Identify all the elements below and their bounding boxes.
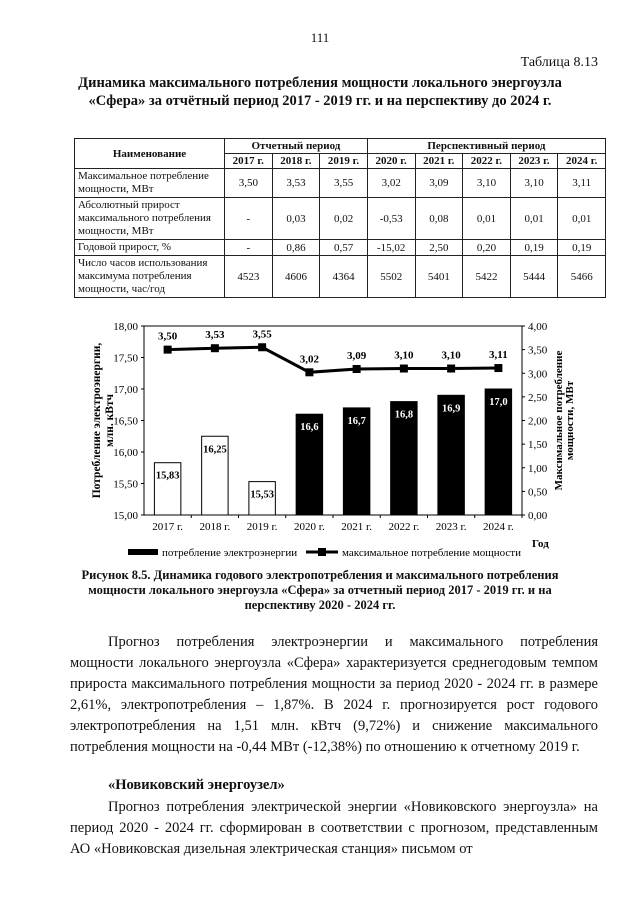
bar-value-label: 15,83 [155, 470, 180, 482]
legend-bar-swatch [128, 549, 158, 555]
left-tick-label: 16,00 [113, 447, 138, 459]
page-number: 111 [310, 30, 330, 45]
year-header: 2017 г. [225, 154, 273, 169]
x-tick-label: 2020 г. [293, 521, 325, 533]
table-cell: -0,53 [367, 198, 415, 240]
power-point [211, 344, 219, 352]
bar-value-label: 15,53 [250, 489, 274, 501]
x-axis-title: Год [532, 538, 549, 550]
left-tick-label: 15,50 [113, 478, 138, 491]
right-tick-label: 0,00 [528, 510, 548, 522]
right-tick-label: 1,00 [528, 462, 548, 475]
table-cell: 5502 [367, 256, 415, 298]
table-cell: 0,08 [415, 198, 463, 240]
table-title: Динамика максимального потребления мощности локального энергоузла «Сфера» за отчётный период 2017 - 2019 гг. и на перспективу до 2024 г. [78, 75, 562, 109]
x-tick-label: 2024 г. [482, 521, 514, 533]
row-name: Максимальное потребление мощности, МВт [75, 169, 225, 198]
left-tick-label: 17,00 [113, 384, 138, 396]
power-point [258, 343, 266, 351]
bar-value-label: 16,25 [203, 444, 227, 456]
table-cell: -15,02 [367, 240, 415, 256]
table-cell: 3,09 [415, 169, 463, 198]
power-point [400, 365, 408, 373]
table-cell: 3,50 [225, 169, 273, 198]
table-cell: 5401 [415, 256, 463, 298]
bar-value-label: 16,7 [347, 415, 366, 427]
consumption-chart [76, 312, 576, 566]
power-point [305, 368, 313, 376]
power-point [447, 365, 455, 373]
table-cell: - [225, 198, 273, 240]
table-cell: - [225, 240, 273, 256]
table-cell: 5466 [558, 256, 606, 298]
right-tick-label: 2,50 [528, 391, 548, 404]
year-header: 2023 г. [510, 154, 558, 169]
table-cell: 0,19 [510, 240, 558, 256]
power-value-label: 3,10 [441, 349, 461, 362]
right-tick-label: 3,00 [528, 368, 548, 381]
bar-value-label: 16,6 [300, 422, 319, 434]
power-value-label: 3,53 [205, 329, 225, 342]
right-axis-title-line2: мощности, МВт [564, 380, 576, 461]
legend-line-marker [318, 548, 326, 556]
name-header: Наименование [75, 139, 225, 169]
year-header: 2024 г. [558, 154, 606, 169]
table-label: Таблица 8.13 [520, 55, 598, 70]
table-cell: 0,19 [558, 240, 606, 256]
table-cell: 0,20 [463, 240, 511, 256]
right-tick-label: 4,00 [528, 321, 548, 333]
table-cell: 5444 [510, 256, 558, 298]
power-value-label: 3,10 [394, 349, 414, 362]
year-header: 2022 г. [463, 154, 511, 169]
paragraph: Прогноз потребления электроэнергии и максимального потребления мощности локального энергоузла «Сфера» характеризуется среднегодовым темпом прироста максимального потребления мощности за период 2020 - 2024 гг. в размере 2,61%, электропотребления – 1,87%. В 2024 г. прогнозируется рост годового электропотребления на 1,51 млн. кВтч (9,72%) и снижение максимального потребления мощности на -0,44 МВт (-12,38%) по отношению к отчетному 2019 г. [70, 634, 598, 755]
year-header: 2018 г. [272, 154, 320, 169]
table-cell: 0,01 [558, 198, 606, 240]
row-name: Годовой прирост, % [75, 240, 225, 256]
power-value-label: 3,09 [347, 349, 367, 362]
x-tick-label: 2019 г. [246, 521, 278, 533]
left-tick-label: 17,50 [113, 352, 138, 365]
bar-value-label: 16,9 [441, 403, 461, 415]
right-tick-label: 2,00 [528, 415, 548, 428]
x-tick-label: 2018 г. [199, 521, 231, 533]
table-row [75, 240, 606, 256]
left-tick-label: 16,50 [113, 415, 138, 428]
table-cell: 4606 [272, 256, 320, 298]
paragraph: Прогноз потребления электрической энергии «Новиковского энергоузла» на период 2020 - 2024 гг. сформирован в соответствии с прогнозом, представленным АО «Новиковская дизельная электрическая станция» письмом от [70, 799, 598, 857]
plot-frame [144, 326, 522, 515]
row-name: Число часов использования максимума потребления мощности, час/год [75, 256, 225, 298]
table-cell: 5422 [463, 256, 511, 298]
left-tick-label: 18,00 [113, 321, 138, 333]
table-row [75, 169, 606, 198]
table-cell: 0,57 [320, 240, 368, 256]
power-value-label: 3,11 [489, 349, 508, 362]
data-table [74, 138, 606, 298]
power-point [494, 364, 502, 372]
section-subheading: «Новиковский энергоузел» [108, 777, 285, 793]
x-tick-label: 2022 г. [388, 521, 420, 533]
power-point [164, 346, 172, 354]
table-cell: 3,53 [272, 169, 320, 198]
table-cell: 3,11 [558, 169, 606, 198]
table-row [75, 198, 606, 240]
table-cell: 2,50 [415, 240, 463, 256]
group-header-forecast: Перспективный период [367, 139, 605, 154]
x-tick-label: 2021 г. [341, 521, 373, 533]
group-header-reported: Отчетный период [225, 139, 368, 154]
table-cell: 4523 [225, 256, 273, 298]
year-header: 2019 г. [320, 154, 368, 169]
power-value-label: 3,02 [299, 353, 319, 366]
year-header: 2020 г. [367, 154, 415, 169]
table-row [75, 256, 606, 298]
power-point [353, 365, 361, 373]
table-cell: 3,55 [320, 169, 368, 198]
power-value-label: 3,50 [158, 330, 178, 343]
right-tick-label: 0,50 [528, 486, 548, 499]
table-cell: 0,86 [272, 240, 320, 256]
x-tick-label: 2023 г. [435, 521, 467, 533]
left-axis-title-line2: млн. кВтч [104, 393, 116, 448]
year-header: 2021 г. [415, 154, 463, 169]
table-cell: 0,01 [463, 198, 511, 240]
table-cell: 3,10 [463, 169, 511, 198]
bar-value-label: 16,8 [394, 409, 414, 421]
table-cell: 3,10 [510, 169, 558, 198]
figure-caption: Рисунок 8.5. Динамика годового электропотребления и максимального потребления мощности локального энергоузла «Сфера» за отчетный период 2017 - 2019 гг. и на перспективу 2020 - 2024 гг. [81, 568, 559, 612]
bar-value-label: 17,0 [489, 397, 508, 408]
right-tick-label: 3,50 [528, 344, 548, 357]
table-cell: 0,03 [272, 198, 320, 240]
table-header-row [75, 139, 606, 154]
table-cell: 3,02 [367, 169, 415, 198]
x-tick-label: 2017 г. [152, 521, 184, 533]
left-axis-title-line1: Потребление электроэнергии, [91, 342, 103, 499]
table-cell: 0,02 [320, 198, 368, 240]
left-tick-label: 15,00 [113, 510, 138, 522]
table-cell: 0,01 [510, 198, 558, 240]
right-axis-title-line1: Максимальное потребление [553, 350, 565, 491]
legend-bar-label: потребление электроэнергии [162, 547, 298, 559]
power-value-label: 3,55 [252, 328, 272, 341]
right-tick-label: 1,50 [528, 439, 548, 452]
row-name: Абсолютный прирост максимального потребления мощности, МВт [75, 198, 225, 240]
table-cell: 4364 [320, 256, 368, 298]
legend-line-label: максимальное потребление мощности [342, 547, 521, 559]
